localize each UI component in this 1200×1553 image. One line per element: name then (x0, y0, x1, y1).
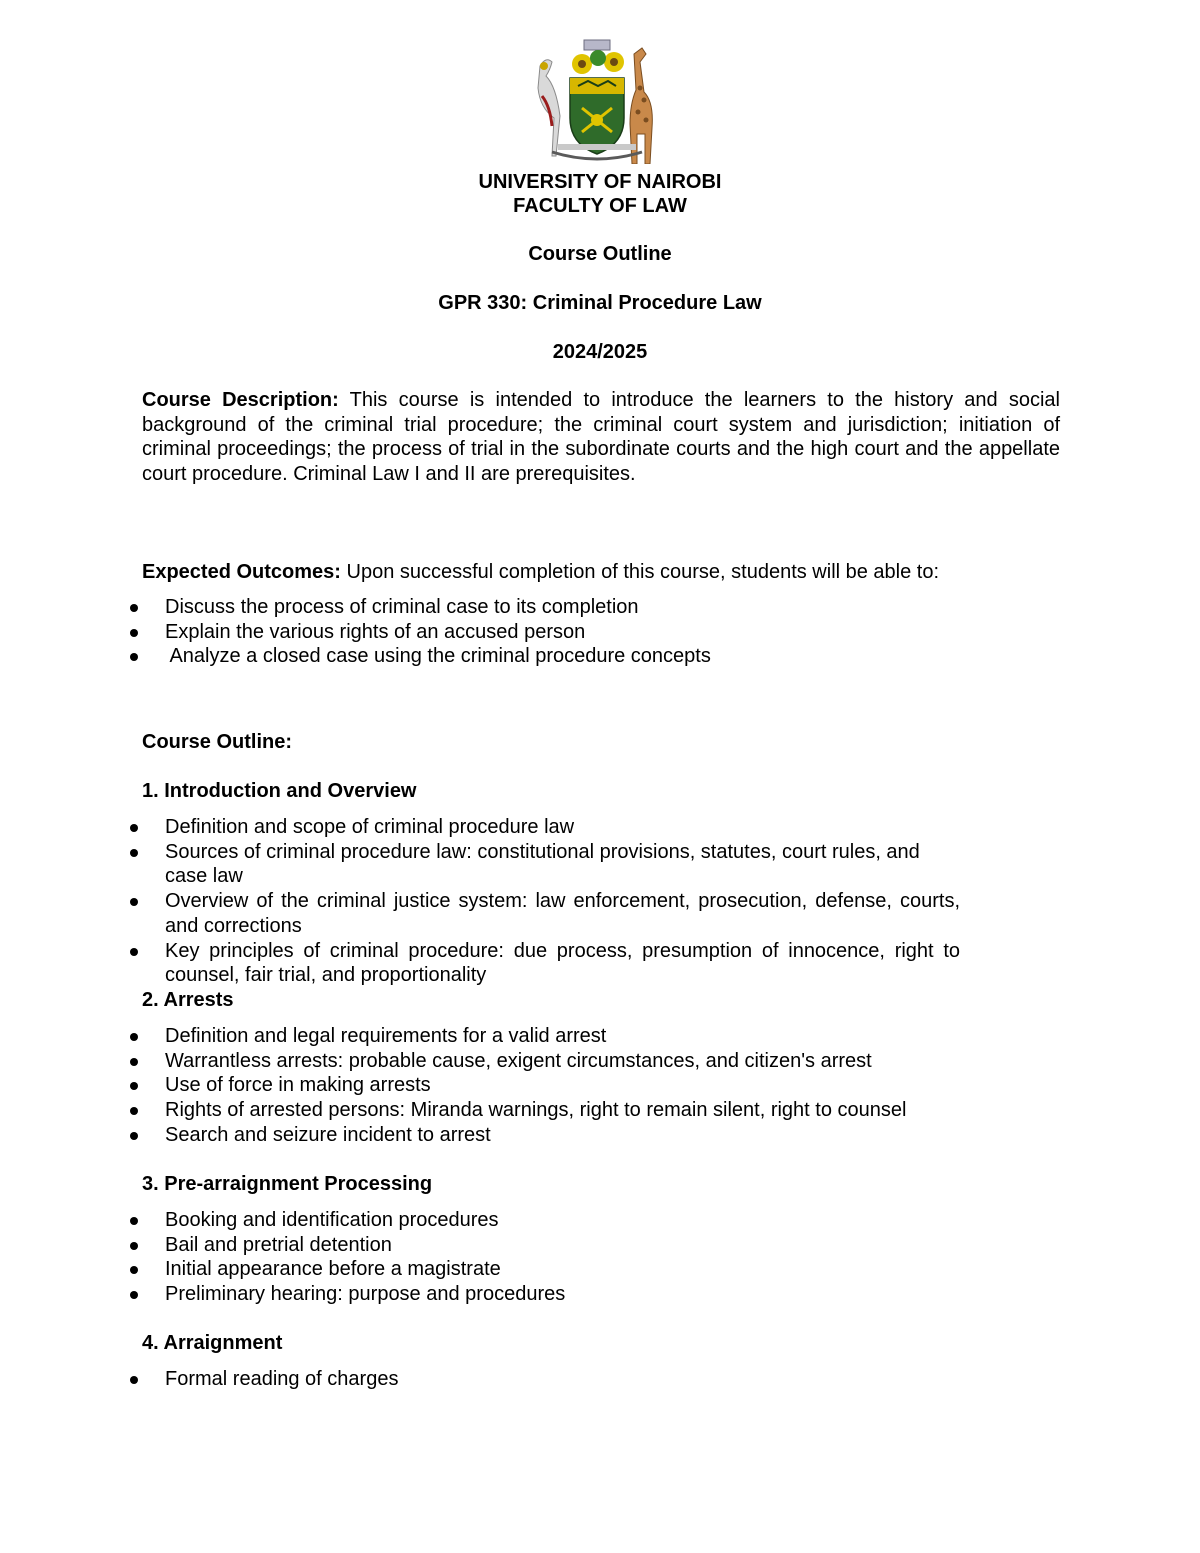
list-item: Definition and legal requirements for a valid arrest (0, 1024, 1100, 1049)
bullet-icon (130, 824, 138, 832)
list-item: Overview of the criminal justice system: law enforcement, prosecution, defense, courts, and corrections (0, 889, 1100, 938)
list-item: Bail and pretrial detention (0, 1233, 1100, 1258)
bullet-icon (130, 849, 138, 857)
course-description-text: This course is intended to introduce the learners to the history and social background of the criminal trial procedure; the criminal court system and jurisdiction; initiation of criminal proceedings; the process of trial in the subordinate courts and the high court and the appellate court procedure. Criminal Law I and II are prerequisites. (142, 389, 1060, 485)
list-item: Preliminary hearing: purpose and procedures (0, 1282, 1100, 1307)
list-item: Rights of arrested persons: Miranda warnings, right to remain silent, right to counsel (0, 1098, 1100, 1123)
section-title: 4. Arraignment (142, 1332, 283, 1354)
bullet-icon (130, 1376, 138, 1384)
list-item: Initial appearance before a magistrate (0, 1257, 1100, 1282)
expected-outcomes-text: Upon successful completion of this course, students will be able to: (340, 561, 940, 583)
section-title: 1. Introduction and Overview (142, 780, 417, 802)
list-item: Formal reading of charges (0, 1367, 1100, 1392)
faculty-name: FACULTY OF LAW (513, 195, 687, 217)
bullet-icon (130, 1132, 138, 1140)
bullet-icon (130, 1107, 138, 1115)
list-item: Definition and scope of criminal procedure law (0, 815, 1100, 840)
course-description-label: Course Description: (142, 389, 339, 411)
section-title: 3. Pre-arraignment Processing (142, 1173, 433, 1195)
bullet-icon (130, 1217, 138, 1225)
bullet-icon (130, 1033, 138, 1041)
bullet-icon (130, 629, 138, 637)
section-title: 2. Arrests (142, 989, 234, 1011)
bullet-icon (130, 653, 138, 661)
expected-outcomes (142, 560, 1060, 585)
bullet-icon (130, 898, 138, 906)
university-crest-logo (522, 36, 672, 164)
document-type-heading: Course Outline (528, 243, 672, 265)
list-item: Warrantless arrests: probable cause, exigent circumstances, and citizen's arrest (0, 1049, 1100, 1074)
list-item: Booking and identification procedures (0, 1208, 1100, 1233)
bullet-icon (130, 948, 138, 956)
section-list (0, 1208, 1100, 1307)
bullet-icon (130, 1082, 138, 1090)
bullet-icon (130, 1266, 138, 1274)
university-name: UNIVERSITY OF NAIROBI (478, 171, 722, 193)
list-item: Search and seizure incident to arrest (0, 1123, 1100, 1148)
list-item: Analyze a closed case using the criminal procedure concepts (0, 644, 1100, 669)
list-item: Sources of criminal procedure law: constitutional provisions, statutes, court rules, and case law (0, 840, 1100, 889)
course-outline-heading: Course Outline: (142, 731, 293, 753)
list-item: Use of force in making arrests (0, 1073, 1100, 1098)
bullet-icon (130, 1291, 138, 1299)
bullet-icon (130, 1058, 138, 1066)
section-list (0, 1367, 1100, 1392)
section-list (0, 1024, 1100, 1148)
bullet-icon (130, 604, 138, 612)
list-item: Discuss the process of criminal case to its completion (0, 595, 1100, 620)
course-description (142, 388, 1060, 486)
outcomes-list (0, 595, 1100, 669)
list-item: Explain the various rights of an accused person (0, 620, 1100, 645)
academic-year: 2024/2025 (552, 341, 648, 363)
list-item: Key principles of criminal procedure: due process, presumption of innocence, right to counsel, fair trial, and proportionality (0, 939, 1100, 988)
bullet-icon (130, 1242, 138, 1250)
expected-outcomes-label: Expected Outcomes: (142, 561, 341, 583)
section-list (0, 815, 1100, 988)
course-title: GPR 330: Criminal Procedure Law (438, 292, 762, 314)
